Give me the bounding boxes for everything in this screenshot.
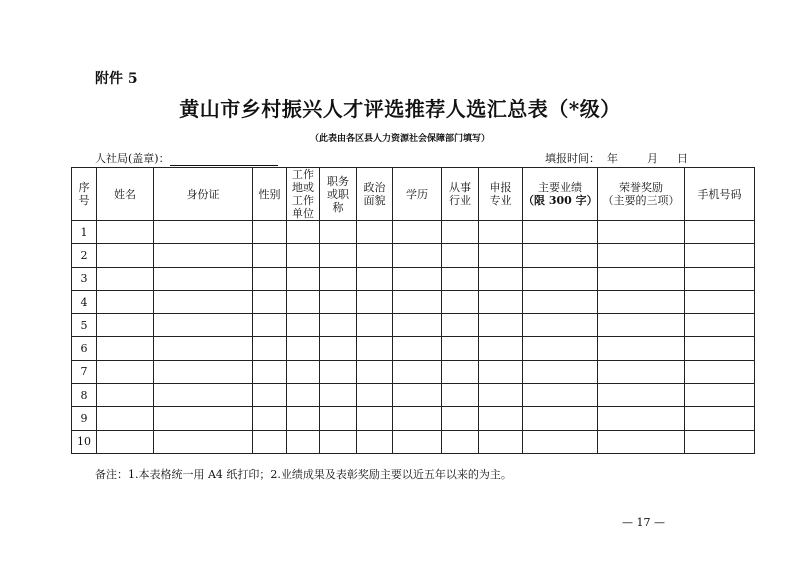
- cell-honors[interactable]: [598, 430, 685, 453]
- header-id-card: 身份证: [154, 168, 253, 221]
- cell-education[interactable]: [393, 430, 442, 453]
- table-row: [72, 430, 755, 453]
- cell-name[interactable]: [97, 221, 154, 244]
- cell-specialty[interactable]: [479, 384, 523, 407]
- cell-name[interactable]: [97, 244, 154, 267]
- cell-workplace[interactable]: [287, 267, 320, 290]
- cell-achievement[interactable]: [523, 384, 598, 407]
- cell-education[interactable]: [393, 384, 442, 407]
- cell-workplace[interactable]: [287, 290, 320, 313]
- cell-phone[interactable]: [685, 337, 755, 360]
- cell-gender[interactable]: [253, 267, 287, 290]
- header-political: 政治 面貌: [357, 168, 393, 221]
- cell-industry[interactable]: [442, 267, 479, 290]
- cell-workplace[interactable]: [287, 314, 320, 337]
- cell-political[interactable]: [357, 290, 393, 313]
- cell-specialty[interactable]: [479, 244, 523, 267]
- header-title: 职务 或职 称: [320, 168, 357, 221]
- cell-name[interactable]: [97, 267, 154, 290]
- header-name: 姓名: [97, 168, 154, 221]
- cell-id-card[interactable]: [154, 360, 253, 383]
- cell-id-card[interactable]: [154, 384, 253, 407]
- fill-date-month: 月: [647, 152, 658, 165]
- cell-specialty[interactable]: [479, 314, 523, 337]
- cell-education[interactable]: [393, 337, 442, 360]
- cell-title[interactable]: [320, 290, 357, 313]
- header-seq: 序 号: [72, 168, 97, 221]
- row-number: 5: [72, 314, 97, 337]
- fill-date-year: 年: [607, 152, 618, 165]
- cell-industry[interactable]: [442, 290, 479, 313]
- cell-gender[interactable]: [253, 360, 287, 383]
- cell-political[interactable]: [357, 337, 393, 360]
- cell-achievement[interactable]: [523, 244, 598, 267]
- summary-table: [71, 167, 755, 454]
- cell-workplace[interactable]: [287, 221, 320, 244]
- cell-honors[interactable]: [598, 314, 685, 337]
- cell-workplace[interactable]: [287, 407, 320, 430]
- cell-achievement[interactable]: [523, 267, 598, 290]
- cell-education[interactable]: [393, 244, 442, 267]
- cell-specialty[interactable]: [479, 360, 523, 383]
- cell-education[interactable]: [393, 267, 442, 290]
- cell-workplace[interactable]: [287, 384, 320, 407]
- cell-phone[interactable]: [685, 360, 755, 383]
- cell-industry[interactable]: [442, 360, 479, 383]
- cell-phone[interactable]: [685, 314, 755, 337]
- row-number: 7: [72, 360, 97, 383]
- cell-specialty[interactable]: [479, 337, 523, 360]
- header-specialty: 申报 专业: [479, 168, 523, 221]
- cell-title[interactable]: [320, 244, 357, 267]
- row-number: 9: [72, 407, 97, 430]
- row-number: 1: [72, 221, 97, 244]
- header-workplace: 工作 地或 工作 单位: [287, 168, 320, 221]
- cell-achievement[interactable]: [523, 221, 598, 244]
- cell-gender[interactable]: [253, 430, 287, 453]
- table-row: [72, 314, 755, 337]
- cell-id-card[interactable]: [154, 407, 253, 430]
- cell-id-card[interactable]: [154, 314, 253, 337]
- cell-specialty[interactable]: [479, 221, 523, 244]
- cell-workplace[interactable]: [287, 430, 320, 453]
- cell-title[interactable]: [320, 267, 357, 290]
- cell-political[interactable]: [357, 221, 393, 244]
- cell-specialty[interactable]: [479, 267, 523, 290]
- cell-name[interactable]: [97, 337, 154, 360]
- cell-phone[interactable]: [685, 407, 755, 430]
- cell-name[interactable]: [97, 314, 154, 337]
- cell-title[interactable]: [320, 384, 357, 407]
- cell-political[interactable]: [357, 430, 393, 453]
- cell-industry[interactable]: [442, 244, 479, 267]
- cell-honors[interactable]: [598, 337, 685, 360]
- cell-honors[interactable]: [598, 244, 685, 267]
- cell-name[interactable]: [97, 360, 154, 383]
- cell-specialty[interactable]: [479, 290, 523, 313]
- page-subtitle: （此表由各区县人力资源社会保障部门填写）: [309, 134, 490, 144]
- header-industry: 从事 行业: [442, 168, 479, 221]
- agency-label: 人社局(盖章)：: [95, 152, 170, 165]
- cell-id-card[interactable]: [154, 290, 253, 313]
- footnote: 备注：1.本表格统一用 A4 纸打印；2.业绩成果及表彰奖励主要以近五年以来的为主。: [95, 468, 512, 481]
- table-row: [72, 407, 755, 430]
- table-row: [72, 267, 755, 290]
- cell-education[interactable]: [393, 221, 442, 244]
- cell-gender[interactable]: [253, 314, 287, 337]
- cell-gender[interactable]: [253, 337, 287, 360]
- cell-gender[interactable]: [253, 384, 287, 407]
- cell-gender[interactable]: [253, 244, 287, 267]
- page-title: 黄山市乡村振兴人才评选推荐人选汇总表（*级）: [179, 97, 621, 121]
- fill-date-day: 日: [677, 152, 688, 165]
- cell-workplace[interactable]: [287, 337, 320, 360]
- cell-industry[interactable]: [442, 337, 479, 360]
- cell-political[interactable]: [357, 267, 393, 290]
- cell-phone[interactable]: [685, 221, 755, 244]
- table-row: [72, 360, 755, 383]
- cell-name[interactable]: [97, 290, 154, 313]
- header-achievement: 主要业绩 （限 300 字）: [523, 168, 598, 221]
- cell-honors[interactable]: [598, 221, 685, 244]
- cell-education[interactable]: [393, 407, 442, 430]
- cell-political[interactable]: [357, 314, 393, 337]
- cell-honors[interactable]: [598, 360, 685, 383]
- cell-political[interactable]: [357, 360, 393, 383]
- fill-date-field: [545, 150, 688, 166]
- header-education: 学历: [393, 168, 442, 221]
- header-gender: 性别: [253, 168, 287, 221]
- cell-title[interactable]: [320, 314, 357, 337]
- cell-industry[interactable]: [442, 384, 479, 407]
- cell-achievement[interactable]: [523, 314, 598, 337]
- cell-honors[interactable]: [598, 267, 685, 290]
- cell-honors[interactable]: [598, 407, 685, 430]
- header-honors: 荣誉奖励 （主要的三项）: [598, 168, 685, 221]
- cell-name[interactable]: [97, 430, 154, 453]
- cell-name[interactable]: [97, 384, 154, 407]
- cell-industry[interactable]: [442, 407, 479, 430]
- table-row: [72, 244, 755, 267]
- cell-id-card[interactable]: [154, 430, 253, 453]
- row-number: 10: [72, 430, 97, 453]
- cell-title[interactable]: [320, 337, 357, 360]
- cell-achievement[interactable]: [523, 430, 598, 453]
- row-number: 6: [72, 337, 97, 360]
- cell-phone[interactable]: [685, 290, 755, 313]
- cell-education[interactable]: [393, 360, 442, 383]
- cell-achievement[interactable]: [523, 337, 598, 360]
- table-row: [72, 384, 755, 407]
- cell-industry[interactable]: [442, 430, 479, 453]
- cell-phone[interactable]: [685, 244, 755, 267]
- cell-political[interactable]: [357, 384, 393, 407]
- cell-title[interactable]: [320, 360, 357, 383]
- table-header-row: [72, 168, 755, 221]
- cell-education[interactable]: [393, 290, 442, 313]
- cell-phone[interactable]: [685, 384, 755, 407]
- fill-date-label: 填报时间：: [545, 152, 600, 165]
- agency-blank-line: [170, 153, 278, 166]
- header-phone: 手机号码: [685, 168, 755, 221]
- cell-name[interactable]: [97, 407, 154, 430]
- cell-id-card[interactable]: [154, 267, 253, 290]
- row-number: 4: [72, 290, 97, 313]
- cell-id-card[interactable]: [154, 221, 253, 244]
- cell-honors[interactable]: [598, 384, 685, 407]
- cell-gender[interactable]: [253, 221, 287, 244]
- cell-phone[interactable]: [685, 267, 755, 290]
- cell-id-card[interactable]: [154, 337, 253, 360]
- cell-education[interactable]: [393, 314, 442, 337]
- row-number: 8: [72, 384, 97, 407]
- row-number: 2: [72, 244, 97, 267]
- cell-gender[interactable]: [253, 290, 287, 313]
- cell-achievement[interactable]: [523, 290, 598, 313]
- table-row: [72, 290, 755, 313]
- cell-id-card[interactable]: [154, 244, 253, 267]
- cell-title[interactable]: [320, 430, 357, 453]
- row-number: 3: [72, 267, 97, 290]
- page-number: — 17 —: [622, 516, 665, 529]
- cell-title[interactable]: [320, 221, 357, 244]
- cell-workplace[interactable]: [287, 244, 320, 267]
- cell-honors[interactable]: [598, 290, 685, 313]
- cell-title[interactable]: [320, 407, 357, 430]
- cell-specialty[interactable]: [479, 407, 523, 430]
- agency-seal-field: [95, 150, 278, 166]
- cell-political[interactable]: [357, 244, 393, 267]
- cell-industry[interactable]: [442, 221, 479, 244]
- cell-achievement[interactable]: [523, 360, 598, 383]
- cell-phone[interactable]: [685, 430, 755, 453]
- table-row: [72, 337, 755, 360]
- cell-workplace[interactable]: [287, 360, 320, 383]
- cell-political[interactable]: [357, 407, 393, 430]
- cell-achievement[interactable]: [523, 407, 598, 430]
- cell-industry[interactable]: [442, 314, 479, 337]
- cell-specialty[interactable]: [479, 430, 523, 453]
- attachment-label: 附件 5: [95, 71, 138, 87]
- cell-gender[interactable]: [253, 407, 287, 430]
- table-row: [72, 221, 755, 244]
